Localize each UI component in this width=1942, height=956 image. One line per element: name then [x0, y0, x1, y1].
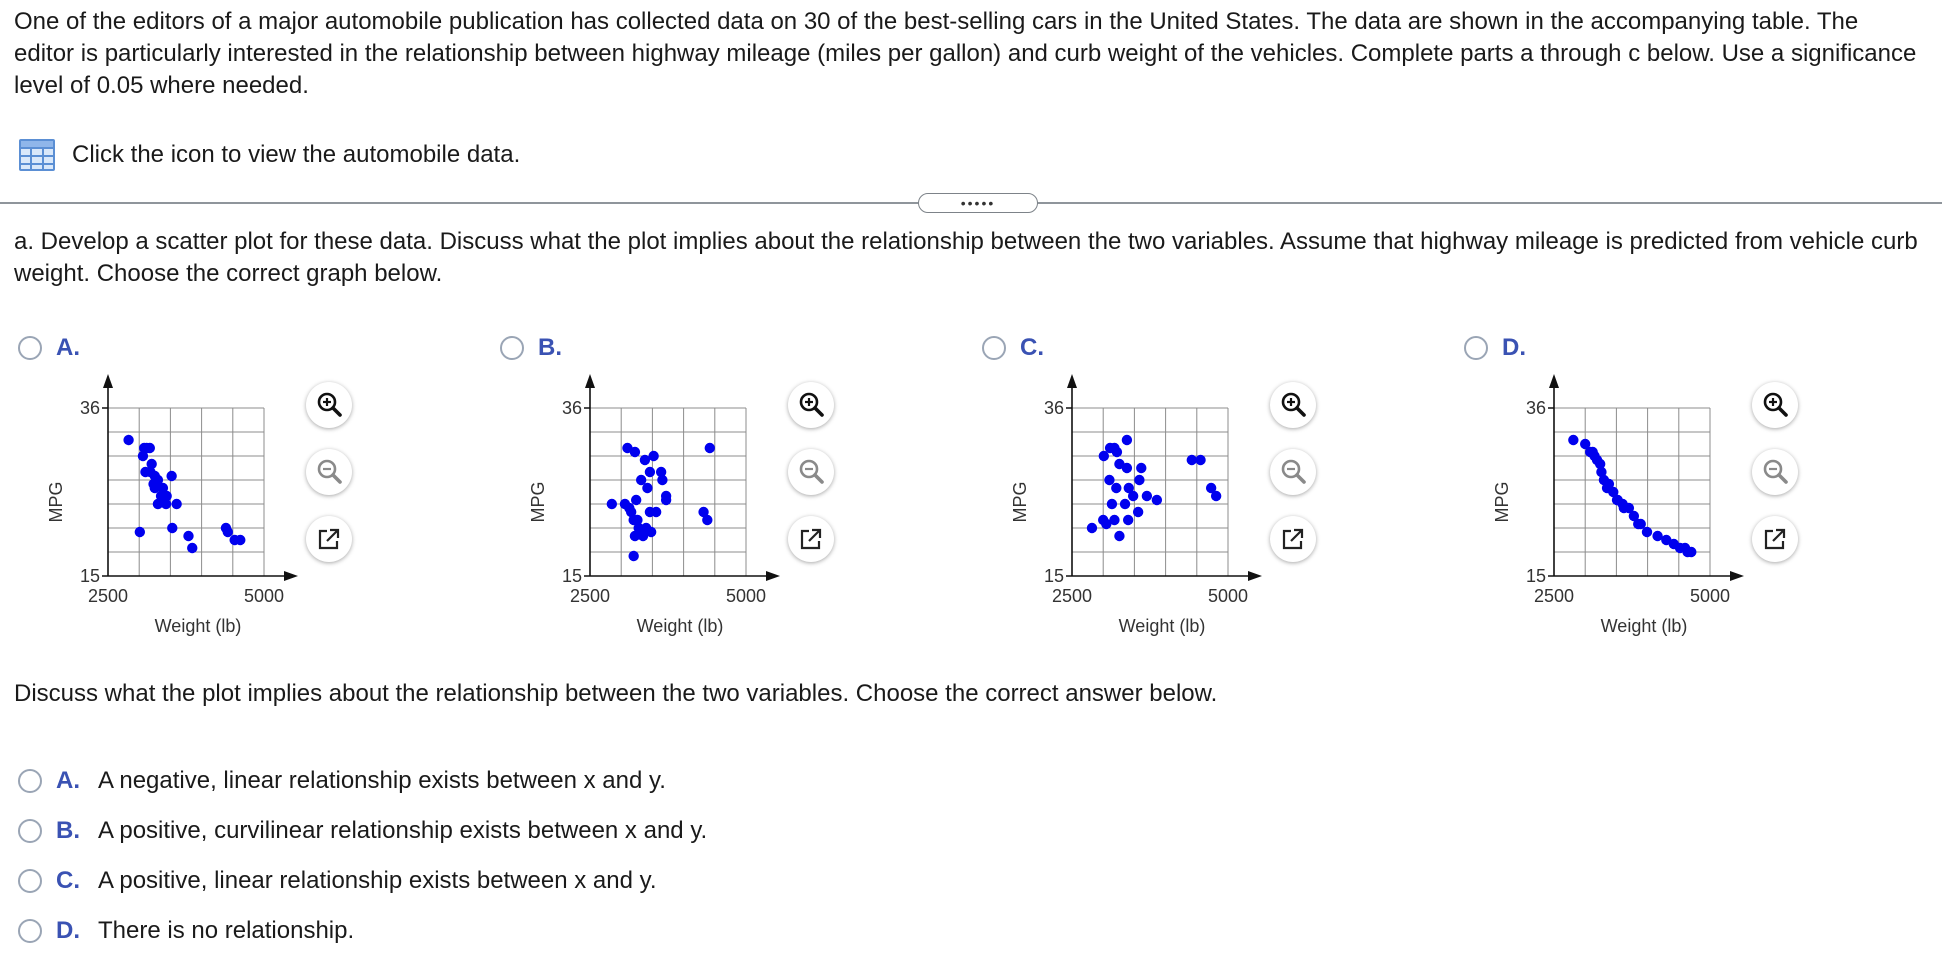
open-in-new-window-icon [1278, 524, 1308, 554]
data-point [1123, 515, 1133, 525]
answer-option-c[interactable] [18, 856, 707, 906]
data-point [1098, 515, 1108, 525]
graph-option-d-select[interactable] [1464, 334, 1526, 362]
y-tick-label: 36 [79, 398, 100, 418]
scatter-plot-b [496, 378, 786, 636]
data-point [1195, 455, 1205, 465]
x-axis-label: Weight (lb) [1600, 616, 1688, 636]
data-point [705, 443, 715, 453]
answer-text[interactable]: There is no relationship. [98, 917, 355, 944]
zoom-in-icon [1760, 390, 1790, 420]
graph-option-a-select[interactable] [18, 334, 80, 362]
data-point [631, 495, 641, 505]
data-point [1152, 495, 1162, 505]
y-axis-label: MPG [528, 481, 548, 523]
data-point [1568, 435, 1578, 445]
zoom-in-button[interactable] [1752, 382, 1798, 428]
data-point [1592, 455, 1602, 465]
data-point [645, 467, 655, 477]
table-grid-icon[interactable] [18, 138, 56, 172]
scatter-plot-a [14, 378, 304, 636]
zoom-out-icon [1278, 457, 1308, 487]
data-point [642, 483, 652, 493]
y-axis-arrow [585, 374, 595, 388]
y-tick-label: 36 [1525, 398, 1546, 418]
x-axis-label: Weight (lb) [636, 616, 724, 636]
y-axis-label: MPG [46, 481, 66, 523]
zoom-in-icon [1278, 390, 1308, 420]
x-tick-label: 5000 [725, 586, 767, 606]
data-point [628, 551, 638, 561]
x-axis-label: Weight (lb) [1118, 616, 1206, 636]
data-point [167, 523, 177, 533]
open-in-new-window-icon [314, 524, 344, 554]
zoom-in-icon [796, 390, 826, 420]
graph-option-d [1460, 334, 1940, 644]
data-point [223, 527, 233, 537]
data-point [1633, 519, 1643, 529]
option-label[interactable]: B. [538, 334, 562, 361]
y-tick-label: 15 [1525, 566, 1546, 586]
x-tick-label: 2500 [1051, 586, 1093, 606]
radio-button[interactable] [18, 819, 42, 843]
data-point [1642, 527, 1652, 537]
x-axis-arrow [766, 571, 780, 581]
option-label[interactable]: A. [56, 334, 80, 361]
data-point [1602, 483, 1612, 493]
data-point [1122, 435, 1132, 445]
data-point [656, 467, 666, 477]
graph-option-c [978, 334, 1458, 644]
graph-option-c-select[interactable] [982, 334, 1044, 362]
open-graph-button[interactable] [1752, 516, 1798, 562]
y-tick-label: 36 [1043, 398, 1064, 418]
x-axis-arrow [1730, 571, 1744, 581]
scatter-plot-c [978, 378, 1268, 636]
data-point [1142, 491, 1152, 501]
answer-text[interactable]: A negative, linear relationship exists between x and y. [98, 767, 666, 794]
data-point [630, 447, 640, 457]
data-point [1087, 523, 1097, 533]
data-point [1612, 495, 1622, 505]
y-axis-arrow [103, 374, 113, 388]
y-axis-label: MPG [1492, 481, 1512, 523]
part-a-question: a. Develop a scatter plot for these data. Discuss what the plot implies about the relationship between the two variables. Assume that highway mileage is predicted from vehicle curb weight. Choose the correct graph below. [14, 228, 1918, 287]
data-point [646, 527, 656, 537]
open-graph-button[interactable] [1270, 516, 1316, 562]
graph-option-a [14, 334, 494, 644]
data-point [161, 499, 171, 509]
radio-button[interactable] [500, 336, 524, 360]
answer-text[interactable]: A positive, curvilinear relationship exists between x and y. [98, 817, 708, 844]
zoom-out-icon [1760, 457, 1790, 487]
data-point [1114, 531, 1124, 541]
answer-option-b[interactable] [18, 806, 707, 856]
data-point [1122, 463, 1132, 473]
y-axis-label: MPG [1010, 481, 1030, 523]
radio-button[interactable] [18, 869, 42, 893]
answer-option-a[interactable] [18, 756, 707, 806]
data-point [183, 531, 193, 541]
data-point [1120, 499, 1130, 509]
data-point [145, 443, 155, 453]
data-point [1134, 475, 1144, 485]
x-axis-arrow [1248, 571, 1262, 581]
data-point [651, 507, 661, 517]
data-point [1111, 483, 1121, 493]
data-point [123, 435, 133, 445]
data-point [1109, 515, 1119, 525]
data-point [607, 499, 617, 509]
y-tick-label: 15 [1043, 566, 1064, 586]
discuss-question: Discuss what the plot implies about the relationship between the two variables. Choose the correct answer below. [14, 680, 1218, 707]
zoom-out-button[interactable] [1270, 449, 1316, 495]
data-point [135, 527, 145, 537]
option-label[interactable]: D. [1502, 334, 1526, 361]
y-tick-label: 36 [561, 398, 582, 418]
x-axis-arrow [284, 571, 298, 581]
data-point [166, 471, 176, 481]
data-point [1128, 491, 1138, 501]
data-point [187, 543, 197, 553]
data-point [624, 503, 634, 513]
radio-button[interactable] [18, 769, 42, 793]
radio-button[interactable] [1464, 336, 1488, 360]
data-point [235, 535, 245, 545]
x-tick-label: 5000 [1689, 586, 1731, 606]
zoom-out-button[interactable] [1752, 449, 1798, 495]
zoom-in-icon [314, 390, 344, 420]
data-point [1211, 491, 1221, 501]
data-point [1133, 507, 1143, 517]
y-axis-arrow [1067, 374, 1077, 388]
option-label[interactable]: A. [56, 767, 80, 794]
data-point [171, 499, 181, 509]
data-point [1136, 463, 1146, 473]
view-data-link[interactable] [18, 138, 520, 172]
answer-choices [18, 756, 707, 956]
radio-button[interactable] [18, 919, 42, 943]
radio-button[interactable] [18, 336, 42, 360]
view-data-text[interactable]: Click the icon to view the automobile data. [72, 141, 521, 168]
expand-toggle-button[interactable]: ••••• [918, 193, 1038, 213]
zoom-in-button[interactable] [306, 382, 352, 428]
answer-text[interactable]: A positive, linear relationship exists between x and y. [98, 867, 657, 894]
data-point [640, 455, 650, 465]
radio-button[interactable] [982, 336, 1006, 360]
data-point [138, 451, 148, 461]
answer-option-d[interactable] [18, 906, 707, 956]
option-label[interactable]: C. [1020, 334, 1044, 361]
scatter-plot-d [1460, 378, 1750, 636]
x-tick-label: 5000 [243, 586, 285, 606]
zoom-in-button[interactable] [1270, 382, 1316, 428]
zoom-out-button[interactable] [788, 449, 834, 495]
plot-grid [108, 408, 264, 576]
data-point [1104, 475, 1114, 485]
x-tick-label: 2500 [1533, 586, 1575, 606]
zoom-out-icon [796, 457, 826, 487]
y-axis-arrow [1549, 374, 1559, 388]
x-tick-label: 2500 [569, 586, 611, 606]
open-in-new-window-icon [796, 524, 826, 554]
option-label[interactable]: D. [56, 917, 80, 944]
graph-option-b [496, 334, 976, 644]
intro-text: One of the editors of a major automobile publication has collected data on 30 of the best-selling cars in the United States. The data are shown in the accompanying table. The editor is particularly interested in the relationship between highway mileage (miles per gallon) and curb weight of the vehicles. Complete parts a through c below. Use a significance level of 0.05 where needed. [14, 8, 1917, 99]
x-tick-label: 5000 [1207, 586, 1249, 606]
zoom-out-icon [314, 457, 344, 487]
x-tick-label: 2500 [87, 586, 129, 606]
data-point [1682, 547, 1692, 557]
option-label[interactable]: C. [56, 867, 80, 894]
data-point [661, 491, 671, 501]
data-point [1109, 443, 1119, 453]
y-tick-label: 15 [79, 566, 100, 586]
open-graph-button[interactable] [306, 516, 352, 562]
data-point [1107, 499, 1117, 509]
x-axis-label: Weight (lb) [154, 616, 242, 636]
open-in-new-window-icon [1760, 524, 1790, 554]
zoom-in-button[interactable] [788, 382, 834, 428]
data-point [702, 515, 712, 525]
option-label[interactable]: B. [56, 817, 80, 844]
open-graph-button[interactable] [788, 516, 834, 562]
graph-option-b-select[interactable] [500, 334, 562, 362]
y-tick-label: 15 [561, 566, 582, 586]
zoom-out-button[interactable] [306, 449, 352, 495]
